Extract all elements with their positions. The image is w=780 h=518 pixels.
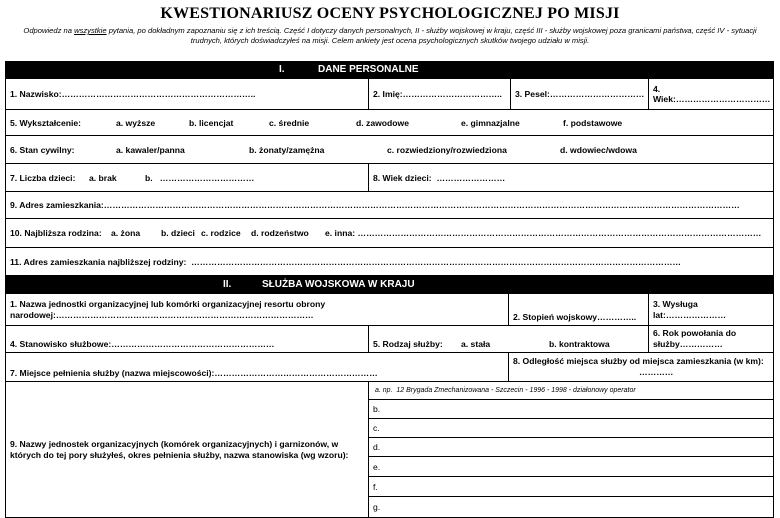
children-option-b[interactable]: b. …………………………… <box>145 172 255 183</box>
units-history-row-d[interactable] <box>368 437 774 457</box>
row-f-label: f. <box>373 481 378 492</box>
marital-status-label: 6. Stan cywilny: <box>10 144 75 155</box>
age-number: 4. <box>653 84 661 94</box>
position-field[interactable] <box>5 325 369 353</box>
row-e-label: e. <box>373 461 381 472</box>
enlistment-year-label-1: 6. Rok powołania do <box>653 328 737 338</box>
pesel-label: 3. Pesel:…………………………… <box>515 89 645 99</box>
education-option-f[interactable]: f. podstawowe <box>563 117 623 128</box>
row-d-label: d. <box>373 442 381 452</box>
marital-option-b[interactable]: b. żonaty/zamężna <box>249 144 325 155</box>
units-history-row-f[interactable] <box>368 476 774 497</box>
marital-option-c[interactable]: c. rozwiedziony/rozwiedziona <box>387 144 507 155</box>
duty-location-field[interactable] <box>5 352 509 382</box>
children-count-label: 7. Liczba dzieci: <box>10 172 76 183</box>
children-count-field[interactable] <box>5 163 369 192</box>
distance-field[interactable] <box>508 352 774 382</box>
education-option-d[interactable]: d. zawodowe <box>356 117 409 128</box>
service-type-field <box>368 325 649 353</box>
position-label: 4. Stanowisko służbowe:………………………………………………… <box>10 339 275 349</box>
section-2-header <box>5 276 774 293</box>
education-option-b[interactable]: b. licencjat <box>189 117 234 128</box>
section-2-number: II. <box>223 279 232 290</box>
units-history-row-b[interactable] <box>368 399 774 419</box>
row-g-label: g. <box>373 502 381 512</box>
family-option-a[interactable]: a. żona <box>111 228 141 238</box>
pesel-field[interactable] <box>510 78 649 110</box>
closest-family-label: 10. Najbliższa rodzina: <box>10 228 102 238</box>
family-option-b[interactable]: b. dzieci <box>161 228 195 238</box>
marital-status-field <box>5 135 774 164</box>
education-label: 5. Wykształcenie: <box>10 117 82 128</box>
unit-name-field[interactable] <box>5 293 509 326</box>
section-1-header <box>5 61 774 78</box>
family-option-c[interactable]: c. rodzice <box>201 228 241 238</box>
children-age-label: 8. Wiek dzieci: …………………… <box>373 172 506 183</box>
rank-field[interactable] <box>508 293 649 326</box>
distance-dots: ………… <box>639 367 674 377</box>
section-2-title: SŁUŻBA WOJSKOWA W KRAJU <box>262 279 415 290</box>
family-address-label: 11. Adres zamieszkania najbliższej rodziny: ……………………………………………………………………………………………………………………………………………………… <box>10 256 682 267</box>
education-option-e[interactable]: e. gimnazjalne <box>461 117 520 128</box>
surname-label: 1. Nazwisko:………………………………………………………….. <box>10 89 256 99</box>
units-history-question <box>5 381 369 518</box>
marital-option-a[interactable]: a. kawaler/panna <box>116 144 185 155</box>
service-type-option-b[interactable]: b. kontraktowa <box>549 339 610 349</box>
section-1-title: DANE PERSONALNE <box>318 64 419 75</box>
row-c-label: c. <box>373 423 380 433</box>
family-option-d[interactable]: d. rodzeństwo <box>251 228 309 238</box>
family-option-e[interactable]: e. inna: …………………………………………………………………………………………………………………………… <box>325 228 762 238</box>
units-history-label: 9. Nazwy jednostek organizacyjnych (komórek organizacyjnych) i garnizonów, w których do tej pory służyłeś, okres pełnienia służby, nazwa stanowiska (wg wzoru): <box>10 438 349 460</box>
family-address-field[interactable] <box>5 247 774 276</box>
intro-text-start: Odpowiedz na <box>23 26 75 35</box>
service-years-field[interactable] <box>648 293 774 326</box>
enlistment-year-field[interactable] <box>648 325 774 353</box>
closest-family-field <box>5 218 774 248</box>
education-field <box>5 109 774 136</box>
duty-location-label: 7. Miejsce pełnienia służby (nazwa miejscowości):………………………………………………… <box>10 368 378 378</box>
questionnaire-form <box>5 61 774 518</box>
education-option-c[interactable]: c. średnie <box>269 117 310 128</box>
first-name-field[interactable] <box>368 78 511 110</box>
marital-option-d[interactable]: d. wdowiec/wdowa <box>560 144 637 155</box>
address-field[interactable] <box>5 191 774 219</box>
education-option-a[interactable]: a. wyższe <box>116 117 156 128</box>
service-type-label: 5. Rodzaj służby: <box>373 339 443 349</box>
distance-label: 8. Odległość miejsca służby od miejsca zamieszkania (w km): <box>513 356 764 366</box>
service-years-label-1: 3. Wysługa <box>653 298 698 309</box>
intro-underlined-word: wszystkie <box>74 26 107 35</box>
units-history-row-g[interactable] <box>368 496 774 518</box>
section-1-number: I. <box>279 64 285 75</box>
form-title: KWESTIONARIUSZ OCENY PSYCHOLOGICZNEJ PO MISJI <box>160 5 620 22</box>
children-age-field[interactable] <box>368 163 774 192</box>
service-years-label-2: lat:………………… <box>653 309 727 320</box>
surname-field[interactable] <box>5 78 369 110</box>
unit-name-label-1: 1. Nazwa jednostki organizacyjnej lub komórki organizacyjnej resortu obrony <box>10 298 326 309</box>
unit-name-label-2: narodowej:……………………………………………………………………………… <box>10 309 314 320</box>
age-label: Wiek:…………………………… <box>653 94 771 104</box>
enlistment-year-label-2: służby…………… <box>653 339 723 349</box>
rank-label: 2. Stopień wojskowy………….. <box>513 312 637 322</box>
units-history-row-a[interactable] <box>368 381 774 400</box>
children-option-a[interactable]: a. brak <box>89 172 117 183</box>
units-history-row-c[interactable] <box>368 418 774 438</box>
units-history-row-e[interactable] <box>368 456 774 477</box>
units-history-example: a. np. 12 Brygada Zmechanizowana - Szczecin - 1996 - 1998 - działonowy operator <box>375 387 636 394</box>
service-type-option-a[interactable]: a. stała <box>461 339 491 349</box>
intro-text-end: pytania, po dokładnym zapoznaniu się z ich treścią. Część I dotyczy danych personalnych, II - służby wojskowej w kraju, część III - służby wojskowej poza granicami państwa, część IV - sytuacji trudnych, których doświadczyłeś na misji. Celem ankiety jest ocena psychologicznych skutków twojego udziału w misji. <box>106 26 757 45</box>
first-name-label: 2. Imię:…………………………….. <box>373 89 502 99</box>
address-label: 9. Adres zamieszkania:…………………………………………………………………………………………………………………………………………………………………………………………………… <box>10 200 740 210</box>
form-instructions <box>14 26 766 46</box>
age-field[interactable] <box>648 78 774 110</box>
row-b-label: b. <box>373 404 381 414</box>
